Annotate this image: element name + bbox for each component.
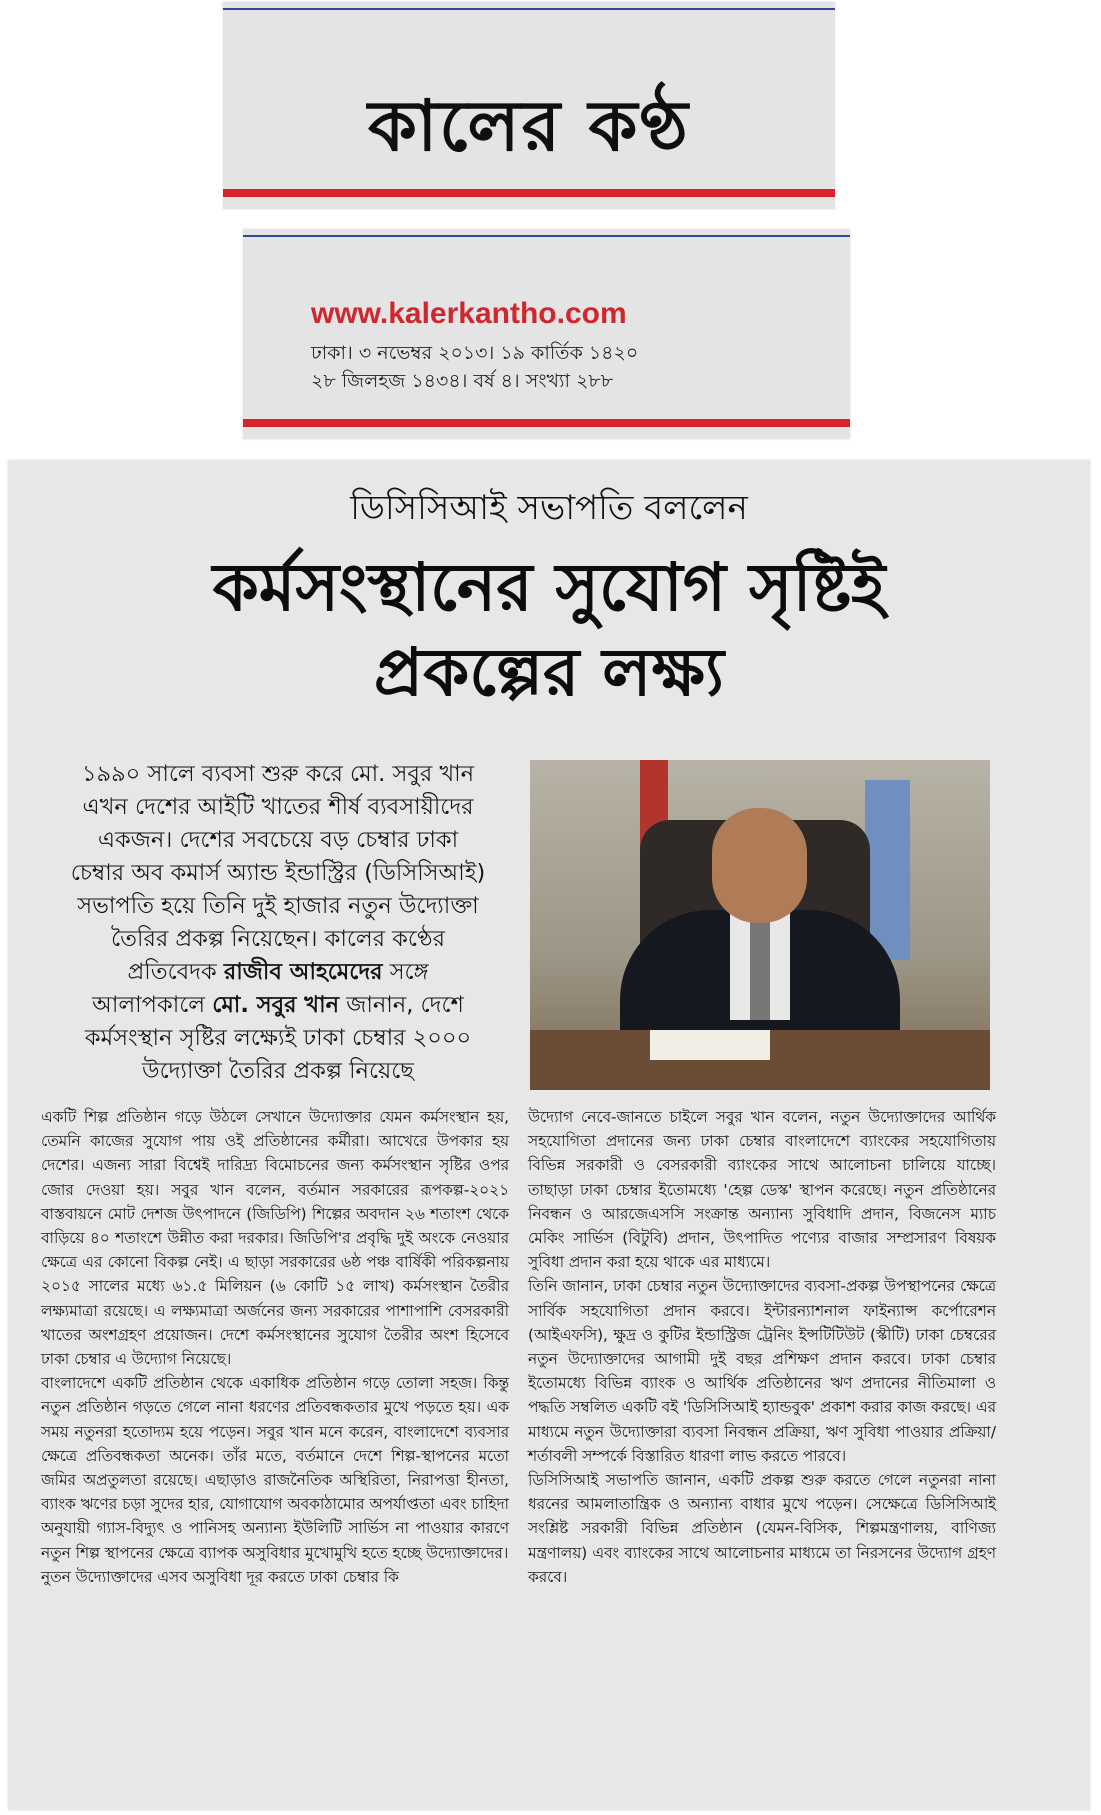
dateline-clipping [243,229,850,439]
article-intro [68,758,488,1088]
body-paragraph: একটি শিল্প প্রতিষ্ঠান গড়ে উঠলে সেখানে উদ্যোক্তার যেমন কর্মসংস্থান হয়, তেমনি কাজের সুযোগ পায় ওই প্রতিষ্ঠানের কর্মীরা। আখেরে উপকার হয় দেশের। এজন্য সারা বিশ্বেই দারিদ্র্য বিমোচনের জন্য কর্মসংস্থান সৃষ্টির ওপর জোর দেওয়া হয়। সবুর খান বলেন, বর্তমান সরকারের রূপকল্প-২০২১ বাস্তবায়নে মোট দেশজ উৎপাদনে (জিডিপি) শিল্পের অবদান ২৬ শতাংশ থেকে বাড়িয়ে ৪০ শতাংশে উন্নীত করা দরকার। জিডিপি'র প্রবৃদ্ধি দুই অংকে নেওয়ার ক্ষেত্রে এর কোনো বিকল্প নেই। এ ছাড়া সরকারের ৬ষ্ঠ পঞ্চ বার্ষিকী পরিকল্পনায় ২০১৫ সালের মধ্যে ৬১.৫ মিলিয়ন (৬ কোটি ১৫ লাখ) কর্মসংস্থান তৈরীর লক্ষ্যমাত্রা রয়েছে। এ লক্ষ্যমাত্রা অর্জনের জন্য সরকারের পাশাপাশি বেসরকারী খাতের অংশগ্রহণ প্রয়োজন। দেশে কর্মসংস্থানের সুযোগ তৈরীর অংশ হিসেবে ঢাকা চেম্বার এ উদ্যোগ নিয়েছে। [41,1108,509,1369]
date-line-1: ঢাকা। ৩ নভেম্বর ২০১৩। ১৯ কার্তিক ১৪২০ [311,342,639,364]
head-shape [712,808,807,923]
article-clipping [8,460,1090,1810]
paper-shape [650,1030,770,1060]
body-paragraph: বাংলাদেশে একটি প্রতিষ্ঠান থেকে একাধিক প্রতিষ্ঠান গড়ে তোলা সহজ। কিন্তু নতুন প্রতিষ্ঠান গড়তে গেলে নানা ধরণের প্রতিবন্ধকতার মুখে পড়তে হয়। এক সময় নতুনরা হতোদ্যম হয়ে পড়েন। সবুর খান মনে করেন, বাংলাদেশে ব্যবসার ক্ষেত্রে প্রতিবন্ধকতা অনেক। তাঁর মতে, বর্তমানে দেশে শিল্প-স্থাপনের মতো জমির অপ্রতুলতা রয়েছে। এছাড়াও রাজনৈতিক অস্থিরিতা, নিরাপত্তা হীনতা, ব্যাংক ঋণের চড়া সুদের হার, যোগাযোগ অবকাঠামোর অপর্যাপ্ততা এবং চাহিদা অনুযায়ী গ্যাস-বিদ্যুৎ ও পানিসহ অন্যান্য ইউলিটি সার্ভিস না পাওয়ার কারণে নতুন শিল্প স্থাপনের ক্ষেত্রে ব্যাপক অসুবিধার মুখোমুখি হতে হচ্ছে উদ্যোক্তাদের। [41,1374,509,1562]
body-column-left [41,1105,509,1589]
masthead-top-rule [223,8,835,10]
intro-text-3: জানান, দেশে কর্মসংস্থান সৃষ্টির লক্ষ্যেই ঢাকা চেম্বার ২০০০ উদ্যোক্তা তৈরির প্রকল্প নিয়েছে [84,992,472,1084]
masthead-bottom-rule [223,189,835,197]
dateline-top-rule [243,235,850,237]
website-url: www.kalerkantho.com [311,297,627,330]
date-line-2: ২৮ জিলহজ ১৪৩৪। বর্ষ ৪। সংখ্যা ২৮৮ [311,370,614,392]
subject-photo [530,760,990,1090]
body-column-right [528,1105,996,1589]
intro-text-1: ১৯৯০ সালে ব্যবসা শুরু করে মো. সবুর খান এখন দেশের আইটি খাতের শীর্ষ ব্যবসায়ীদের একজন। দেশের সবচেয়ে বড় চেম্বার ঢাকা চেম্বার অব কমার্স অ্যান্ড ইন্ডাস্ট্রির (ডিসিসিআই) সভাপতি হয়ে তিনি দুই হাজার নতুন উদ্যোক্তা তৈরির প্রকল্প নিয়েছেন। কালের কণ্ঠের প্রতিবেদক [70,761,486,985]
headline-line-1: কর্মসংস্থানের সুযোগ সৃষ্টিই [212,549,886,626]
intro-subject-name: মো. সবুর খান [212,992,340,1018]
article-kicker: ডিসিসিআই সভাপতি বললেন [350,488,748,528]
flag-shape-blue [865,780,910,960]
body-paragraph: নুতন উদ্যোক্তাদের এসব অসুবিধা দূর করতে ঢাকা চেম্বার কি [41,1567,399,1586]
masthead-clipping [223,2,835,209]
body-paragraph: উদ্যোগ নেবে-জানতে চাইলে সবুর খান বলেন, নতুন উদ্যোক্তাদের আর্থিক সহযোগিতা প্রদানের জন্য ঢাকা চেম্বার বাংলাদেশে ব্যাংকের সহযোগিতায় বিভিন্ন সরকারী ও বেসরকারী ব্যাংকের সাথে আলোচনা চালিয়ে যাচ্ছে। তাছাড়া ঢাকা চেম্বার ইতোমধ্যে 'হেল্প ডেস্ক' স্থাপন করেছে। নতুন প্রতিষ্ঠানের নিবন্ধন ও আরজেএসসি সংক্রান্ত অন্যান্য সুবিধাদি প্রদান, বিজনেস ম্যাচ মেকিং সার্ভিস (বিটুবি) প্রদান, উৎপাদিত পণ্যের বাজার সম্প্রসারণ বিষয়ক সুবিধা প্রদান করা হয়ে থাকে এর মাধ্যমে। [528,1108,996,1272]
tie-shape [750,910,770,1020]
newspaper-name: কালের কণ্ঠ [368,85,690,167]
intro-text-2: সঙ্গে আলাপকালে [92,959,429,1018]
headline-line-2: প্রকল্পের লক্ষ্য [373,634,725,711]
dateline-bottom-rule [243,419,850,427]
intro-reporter-name: রাজীব আহমেদের [223,959,383,985]
body-paragraph: ডিসিসিআই সভাপতি জানান, একটি প্রকল্প শুরু করতে গেলে নতুনরা নানা ধরনের আমলাতান্ত্রিক ও অন্যান্য বাধার মুখে পড়েন। সেক্ষেত্রে ডিসিসিআই সংশ্লিষ্ট সরকারী বিভিন্ন প্রতিষ্ঠান (যেমন-বিসিক, শিল্পমন্ত্রণালয়, বাণিজ্য মন্ত্রণালয়) এবং ব্যাংকের সাথে আলোচনার মাধ্যমে তা নিরসনের উদ্যোগ গ্রহণ করবে। [528,1471,996,1586]
body-paragraph: তিনি জানান, ঢাকা চেম্বার নতুন উদ্যোক্তাদের ব্যবসা-প্রকল্প উপস্থাপনের ক্ষেত্রে সার্বিক সহযোগিতা প্রদান করবে। ইন্টারন্যাশনাল ফাইন্যান্স কর্পোরেশন (আইএফসি), ক্ষুদ্র ও কুটির ইন্ডাস্ট্রিজ ট্রেনিং ইন্সটিটিউট (স্কীটি) ঢাকা চেম্বরের নতুন উদ্যোক্তাদের আগামী দুই বছর প্রশিক্ষণ প্রদান করবে। ঢাকা চেম্বার ইতোমধ্যে বিভিন্ন ব্যাংক ও আর্থিক প্রতিষ্ঠানের ঋণ প্রদানের নীতিমালা ও পদ্ধতি সম্বলিত একটি বই 'ডিসিসিআই হ্যান্ডবুক' প্রকাশ করার কাজ করছে। এর মাধ্যমে নতুন উদ্যোক্তারা ব্যবসা নিবন্ধন প্রক্রিয়া, ঋণ সুবিধা পাওয়ার প্রক্রিয়া/শর্তাবলী সম্পর্কে বিস্তারিত ধারণা লাভ করতে পারবে। [528,1277,996,1465]
